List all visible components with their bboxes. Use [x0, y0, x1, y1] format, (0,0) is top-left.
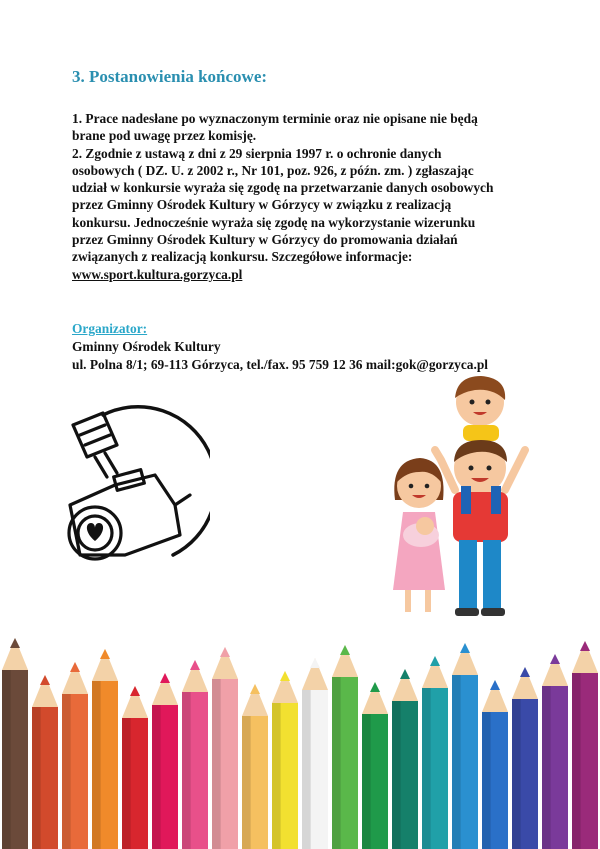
- pencil: [572, 641, 598, 849]
- pencil: [482, 680, 508, 849]
- point-1-line-1: 1. Prace nadesłane po wyznaczonym terminie oraz nie opisane nie będą: [72, 111, 478, 126]
- pencil: [92, 649, 118, 849]
- pencil: [362, 682, 388, 849]
- pencil: [182, 660, 208, 849]
- point-2-line-6: przez Gminny Ośrodek Kultury w Górzycy do promowania działań: [72, 232, 458, 248]
- pencil: [332, 645, 358, 849]
- pencil: [32, 675, 58, 849]
- point-2-line-4: przez Gminny Ośrodek Kultury w Górzycy w związku z realizacją: [72, 197, 452, 213]
- colored-pencils-illustration: [0, 628, 600, 849]
- pencil: [2, 638, 28, 849]
- point-2-line-7: związanych z realizacją konkursu. Szczegółowe informacje:: [72, 249, 413, 265]
- pencil: [272, 671, 298, 849]
- pencil: [62, 662, 88, 849]
- pencil: [542, 654, 568, 849]
- pencil: [422, 656, 448, 849]
- section-title: 3. Postanowienia końcowe:: [72, 67, 268, 86]
- pencil: [392, 669, 418, 849]
- pencil: [242, 684, 268, 849]
- website-link[interactable]: www.sport.kultura.gorzyca.pl: [72, 266, 243, 282]
- pencil: [152, 673, 178, 849]
- point-2-line-3: udział w konkursie wyraża się zgodę na przetwarzanie danych osobowych: [72, 180, 494, 196]
- point-2-line-5: konkursu. Jednocześnie wyraża się zgodę na wykorzystanie wizerunku: [72, 214, 476, 230]
- organizer-label: Organizator:: [72, 321, 148, 336]
- point-2-line-1: 2. Zgodnie z ustawą z dni z 29 sierpnia 1997 r. o ochronie danych: [72, 145, 442, 161]
- pencil: [452, 643, 478, 849]
- organizer-address: ul. Polna 8/1; 69-113 Górzyca, tel./fax. 95 759 12 36 mail:gok@gorzyca.pl: [72, 357, 488, 372]
- point-1-line-2: brane pod uwagę przez komisję.: [72, 128, 257, 144]
- organizer-name: Gminny Ośrodek Kultury: [72, 339, 221, 354]
- pencil: [122, 686, 148, 849]
- pencil: [212, 647, 238, 849]
- final-provisions-text: [72, 110, 542, 283]
- point-2-line-2: osobowych ( DZ. U. z 2002 r., Nr 101, poz. 926, z późn. zm. ) zgłaszając: [72, 162, 474, 178]
- family-illustration: [385, 370, 535, 625]
- camera-icon: [55, 395, 210, 580]
- pencil: [512, 667, 538, 849]
- pencil: [302, 658, 328, 849]
- organizer-block: [72, 320, 572, 374]
